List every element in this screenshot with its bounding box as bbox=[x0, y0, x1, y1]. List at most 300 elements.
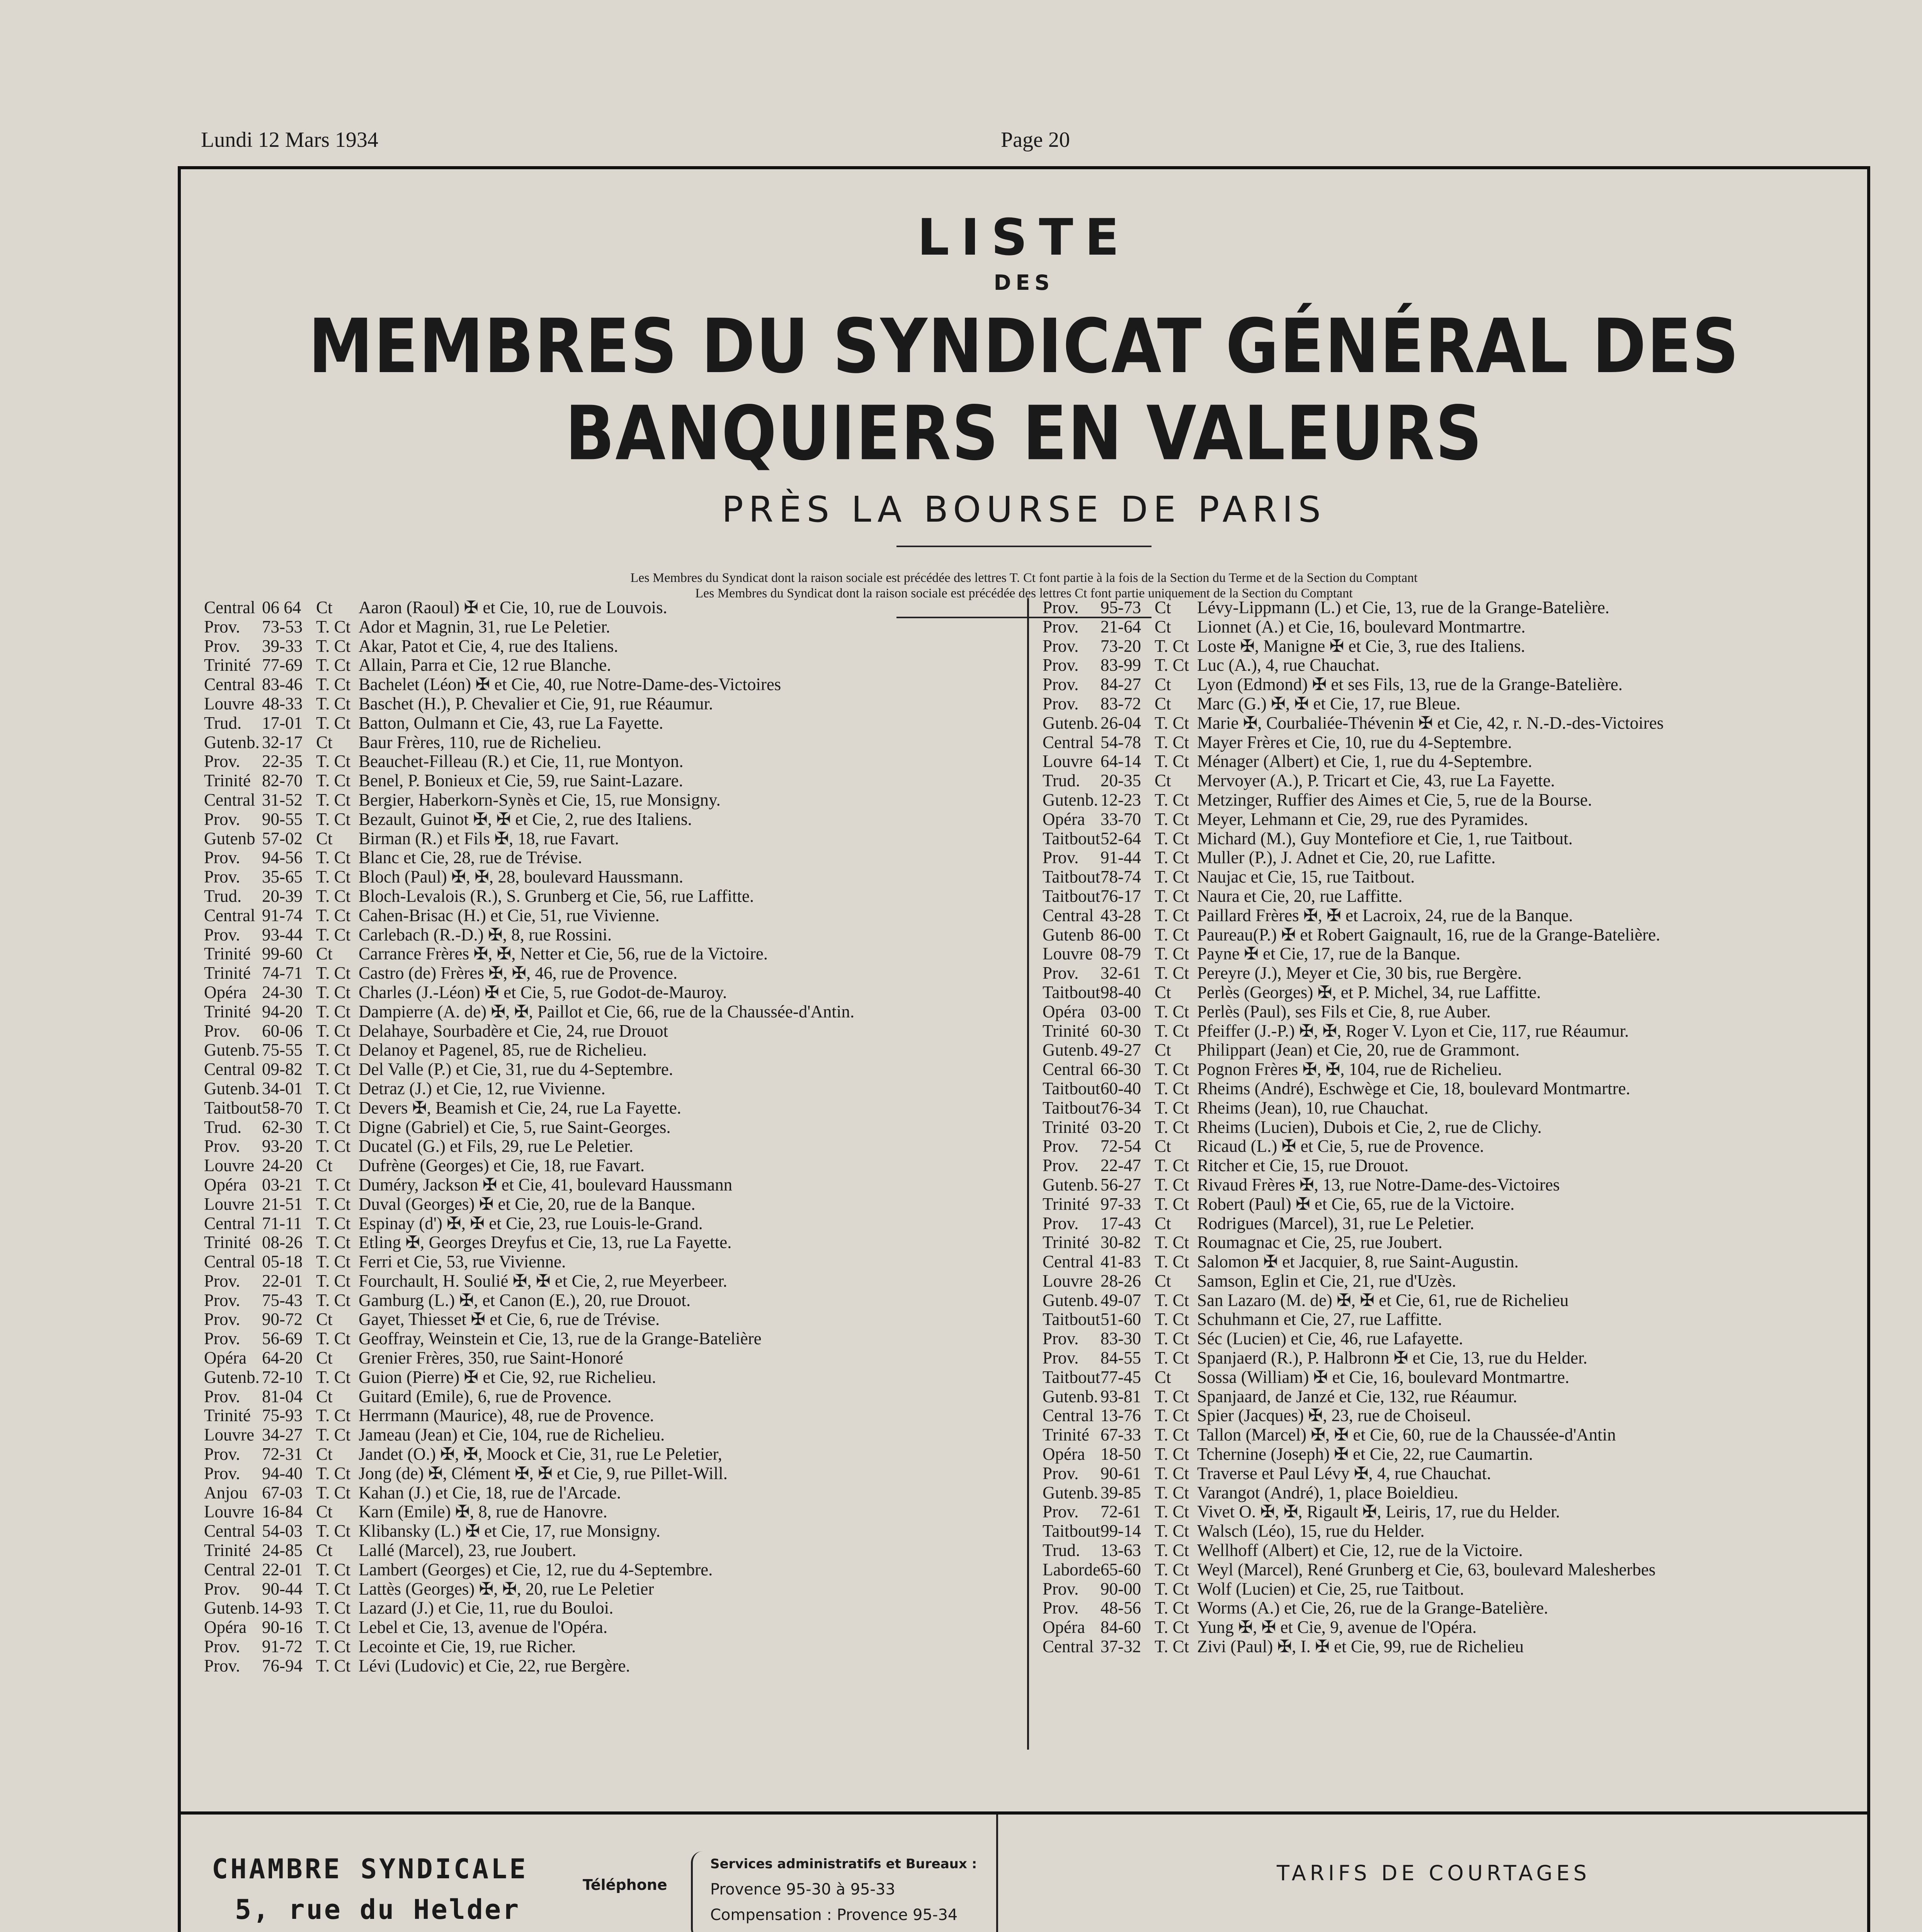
member-row bbox=[204, 829, 1012, 849]
phone-number: 84-60 bbox=[1100, 1618, 1141, 1637]
phone-number: 13-63 bbox=[1100, 1541, 1141, 1560]
exchange-name: Prov. bbox=[1043, 964, 1079, 983]
member-name: Vivet O. ✠, ✠, Rigault ✠, Leiris, 17, rue du Helder. bbox=[1197, 1502, 1560, 1522]
exchange-name: Trud. bbox=[1043, 771, 1080, 791]
member-name: Espinay (d') ✠, ✠ et Cie, 23, rue Louis-le-Grand. bbox=[359, 1214, 703, 1233]
section-code: T. Ct bbox=[1155, 1637, 1189, 1656]
member-name: Lévy-Lippmann (L.) et Cie, 13, rue de la Grange-Batelière. bbox=[1197, 598, 1610, 617]
phone-number: 78-74 bbox=[1100, 867, 1141, 887]
phone-number: 08-79 bbox=[1100, 944, 1141, 964]
phone-number: 76-94 bbox=[262, 1656, 303, 1675]
section-code: Ct bbox=[1155, 598, 1171, 617]
section-code: T. Ct bbox=[316, 1233, 351, 1252]
exchange-name: Prov. bbox=[204, 810, 240, 829]
phone-number: 34-27 bbox=[262, 1425, 303, 1445]
note-comptant: Les Membres du Syndicat dont la raison sociale est précédée des lettres Ct font partie uniquement de la Section du Comptant bbox=[695, 586, 1353, 600]
member-row bbox=[1043, 752, 1850, 771]
exchange-name: Prov. bbox=[204, 1637, 240, 1656]
member-name: Lallé (Marcel), 23, rue Joubert. bbox=[359, 1541, 577, 1560]
member-name: Aaron (Raoul) ✠ et Cie, 10, rue de Louvois. bbox=[359, 598, 667, 617]
phone-number: 13-76 bbox=[1100, 1406, 1141, 1425]
section-code: T. Ct bbox=[1155, 1387, 1189, 1406]
exchange-name: Trinité bbox=[1043, 1233, 1089, 1252]
member-name: Charles (J.-Léon) ✠ et Cie, 5, rue Godot-de-Mauroy. bbox=[359, 983, 727, 1002]
member-row bbox=[1043, 1252, 1850, 1272]
section-code: T. Ct bbox=[316, 1060, 351, 1079]
section-code: T. Ct bbox=[316, 1329, 351, 1349]
exchange-name: Central bbox=[204, 1214, 255, 1233]
member-name: Tallon (Marcel) ✠, ✠ et Cie, 60, rue de la Chaussée-d'Antin bbox=[1197, 1425, 1616, 1445]
phone-number: 43-28 bbox=[1100, 906, 1141, 925]
member-row bbox=[204, 1637, 1012, 1656]
tarifs-panel bbox=[1000, 1815, 1867, 1932]
section-code: Ct bbox=[316, 598, 333, 617]
exchange-name: Louvre bbox=[204, 1156, 254, 1175]
phone-number: 17-43 bbox=[1100, 1214, 1141, 1233]
member-row bbox=[1043, 1387, 1850, 1406]
section-code: T. Ct bbox=[1155, 1560, 1189, 1579]
member-name: Perlès (Paul), ses Fils et Cie, 8, rue Auber. bbox=[1197, 1002, 1491, 1021]
member-row bbox=[204, 1099, 1012, 1118]
member-row bbox=[204, 1214, 1012, 1233]
member-row bbox=[204, 694, 1012, 714]
member-row bbox=[1043, 1445, 1850, 1464]
section-code: T. Ct bbox=[316, 752, 351, 771]
member-name: Pognon Frères ✠, ✠, 104, rue de Richelieu. bbox=[1197, 1060, 1502, 1079]
section-code: T. Ct bbox=[1155, 1541, 1189, 1560]
section-code: T. Ct bbox=[1155, 1233, 1189, 1252]
member-row bbox=[1043, 848, 1850, 867]
phone-number: 51-60 bbox=[1100, 1310, 1141, 1329]
section-code: T. Ct bbox=[1155, 906, 1189, 925]
member-name: Ducatel (G.) et Fils, 29, rue Le Peletier. bbox=[359, 1137, 634, 1156]
member-name: Pfeiffer (J.-P.) ✠, ✠, Roger V. Lyon et Cie, 117, rue Réaumur. bbox=[1197, 1021, 1629, 1041]
exchange-name: Trinité bbox=[1043, 1425, 1089, 1445]
phone-number: 64-20 bbox=[262, 1349, 303, 1368]
exchange-name: Prov. bbox=[204, 1291, 240, 1310]
member-name: Devers ✠, Beamish et Cie, 24, rue La Fayette. bbox=[359, 1098, 681, 1117]
member-row bbox=[204, 810, 1012, 829]
phone-number: 83-99 bbox=[1100, 656, 1141, 675]
phone-number: 18-50 bbox=[1100, 1445, 1141, 1464]
phone-number: 48-33 bbox=[262, 694, 303, 713]
member-name: Digne (Gabriel) et Cie, 5, rue Saint-Georges. bbox=[359, 1117, 671, 1137]
member-row bbox=[204, 598, 1012, 617]
section-code: T. Ct bbox=[316, 1041, 351, 1060]
exchange-name: Gutenb. bbox=[1043, 1175, 1098, 1194]
exchange-name: Opéra bbox=[1043, 810, 1085, 829]
member-name: Robert (Paul) ✠ et Cie, 65, rue de la Victoire. bbox=[1197, 1194, 1515, 1214]
phone-number: 81-04 bbox=[262, 1387, 303, 1406]
exchange-name: Taitbout bbox=[1043, 867, 1100, 887]
exchange-name: Louvre bbox=[204, 1194, 254, 1214]
phone-number: 72-54 bbox=[1100, 1137, 1141, 1156]
exchange-name: Prov. bbox=[1043, 1137, 1079, 1156]
phone-number: 76-34 bbox=[1100, 1098, 1141, 1117]
exchange-name: Opéra bbox=[1043, 1445, 1085, 1464]
member-name: Allain, Parra et Cie, 12 rue Blanche. bbox=[359, 656, 611, 675]
member-row bbox=[1043, 983, 1850, 1002]
member-row bbox=[204, 675, 1012, 694]
phone-number: 22-01 bbox=[262, 1271, 303, 1291]
telephone-label: Téléphone bbox=[583, 1876, 667, 1893]
member-row bbox=[204, 1541, 1012, 1560]
section-code: T. Ct bbox=[1155, 636, 1189, 656]
section-code: T. Ct bbox=[1155, 1329, 1189, 1349]
section-code: T. Ct bbox=[1155, 1060, 1189, 1079]
member-name: Herrmann (Maurice), 48, rue de Provence. bbox=[359, 1406, 654, 1425]
member-row bbox=[1043, 1425, 1850, 1445]
phone-number: 60-30 bbox=[1100, 1021, 1141, 1041]
phone-number: 56-27 bbox=[1100, 1175, 1141, 1194]
section-code: T. Ct bbox=[1155, 1522, 1189, 1541]
exchange-name: Gutenb. bbox=[204, 1367, 260, 1387]
member-row bbox=[1043, 906, 1850, 925]
exchange-name: Prov. bbox=[1043, 1349, 1079, 1368]
title-block bbox=[181, 208, 1867, 618]
member-name: Baschet (H.), P. Chevalier et Cie, 91, rue Réaumur. bbox=[359, 694, 713, 713]
phone-number: 08-26 bbox=[262, 1233, 303, 1252]
section-code: Ct bbox=[316, 1387, 333, 1406]
member-row bbox=[1043, 1195, 1850, 1214]
exchange-name: Prov. bbox=[204, 1310, 240, 1329]
member-row bbox=[204, 1156, 1012, 1175]
member-row bbox=[204, 1580, 1012, 1599]
member-name: Dampierre (A. de) ✠, ✠, Paillot et Cie, 66, rue de la Chaussée-d'Antin. bbox=[359, 1002, 855, 1021]
member-row bbox=[1043, 1618, 1850, 1637]
member-row bbox=[1043, 1214, 1850, 1233]
phone-number: 28-26 bbox=[1100, 1271, 1141, 1291]
member-row bbox=[1043, 810, 1850, 829]
member-row bbox=[1043, 733, 1850, 752]
phone-number: 34-01 bbox=[262, 1079, 303, 1098]
exchange-name: Gutenb. bbox=[1043, 1483, 1098, 1502]
phone-number: 66-30 bbox=[1100, 1060, 1141, 1079]
phone-number: 72-31 bbox=[262, 1445, 303, 1464]
member-name: Bloch (Paul) ✠, ✠, 28, boulevard Haussmann. bbox=[359, 867, 684, 887]
phone-number: 39-85 bbox=[1100, 1483, 1141, 1502]
member-row bbox=[204, 714, 1012, 733]
member-name: Bachelet (Léon) ✠ et Cie, 40, rue Notre-Dame-des-Victoires bbox=[359, 675, 781, 694]
phone-number: 54-03 bbox=[262, 1522, 303, 1541]
subtitle: PRÈS LA BOURSE DE PARIS bbox=[722, 489, 1326, 530]
exchange-name: Trinité bbox=[1043, 1194, 1089, 1214]
member-name: Geoffray, Weinstein et Cie, 13, rue de la Grange-Batelière bbox=[359, 1329, 762, 1349]
exchange-name: Trinité bbox=[1043, 1021, 1089, 1041]
exchange-name: Central bbox=[204, 1522, 255, 1541]
exchange-name: Trud. bbox=[204, 886, 242, 906]
section-code: T. Ct bbox=[316, 790, 351, 810]
member-name: Naujac et Cie, 15, rue Taitbout. bbox=[1197, 867, 1415, 887]
section-code: T. Ct bbox=[1155, 656, 1189, 675]
exchange-name: Louvre bbox=[204, 694, 254, 713]
member-name: Blanc et Cie, 28, rue de Trévise. bbox=[359, 848, 582, 867]
exchange-name: Prov. bbox=[1043, 1464, 1079, 1483]
section-code: T. Ct bbox=[316, 1599, 351, 1618]
section-code: T. Ct bbox=[316, 1579, 351, 1599]
member-name: Lattès (Georges) ✠, ✠, 20, rue Le Peletier bbox=[359, 1579, 654, 1599]
phone-number: 67-33 bbox=[1100, 1425, 1141, 1445]
phone-number: 16-84 bbox=[262, 1502, 303, 1522]
phone-number: 90-72 bbox=[262, 1310, 303, 1329]
exchange-name: Central bbox=[204, 598, 255, 617]
member-name: Kahan (J.) et Cie, 18, rue de l'Arcade. bbox=[359, 1483, 621, 1502]
section-code: T. Ct bbox=[316, 810, 351, 829]
member-row bbox=[1043, 1349, 1850, 1368]
phone-number: 75-55 bbox=[262, 1041, 303, 1060]
exchange-name: Central bbox=[1043, 906, 1094, 925]
section-code: T. Ct bbox=[1155, 1156, 1189, 1175]
member-name: Sossa (William) ✠ et Cie, 16, boulevard Montmartre. bbox=[1197, 1367, 1570, 1387]
phone-number: 41-83 bbox=[1100, 1252, 1141, 1272]
phone-number: 32-61 bbox=[1100, 964, 1141, 983]
phone-number: 52-64 bbox=[1100, 829, 1141, 848]
section-code: T. Ct bbox=[1155, 886, 1189, 906]
phone-number: 71-11 bbox=[262, 1214, 302, 1233]
member-name: Spanjaerd (R.), P. Halbronn ✠ et Cie, 13, rue du Helder. bbox=[1197, 1349, 1587, 1368]
section-code: T. Ct bbox=[316, 1367, 351, 1387]
exchange-name: Gutenb. bbox=[1043, 1291, 1098, 1310]
exchange-name: Prov. bbox=[1043, 617, 1079, 636]
exchange-name: Trud. bbox=[204, 713, 242, 733]
section-code: T. Ct bbox=[1155, 1098, 1189, 1117]
content-frame bbox=[178, 166, 1870, 1932]
member-name: Paureau(P.) ✠ et Robert Gaignault, 16, rue de la Grange-Batelière. bbox=[1197, 925, 1660, 944]
bottom-section bbox=[181, 1815, 1867, 1932]
member-name: Etling ✠, Georges Dreyfus et Cie, 13, rue La Fayette. bbox=[359, 1233, 732, 1252]
member-name: Birman (R.) et Fils ✠, 18, rue Favart. bbox=[359, 829, 619, 848]
phone-number: 58-70 bbox=[262, 1098, 303, 1117]
member-row bbox=[204, 944, 1012, 964]
phone-number: 37-32 bbox=[1100, 1637, 1141, 1656]
member-row bbox=[1043, 637, 1850, 656]
section-code: Ct bbox=[316, 1156, 333, 1175]
member-name: Dufrène (Georges) et Cie, 18, rue Favart. bbox=[359, 1156, 645, 1175]
member-row bbox=[1043, 1022, 1850, 1041]
member-name: Wellhoff (Albert) et Cie, 12, rue de la Victoire. bbox=[1197, 1541, 1523, 1560]
member-name: Luc (A.), 4, rue Chauchat. bbox=[1197, 656, 1380, 675]
member-name: Metzinger, Ruffier des Aimes et Cie, 5, rue de la Bourse. bbox=[1197, 790, 1592, 810]
member-name: Naura et Cie, 20, rue Laffitte. bbox=[1197, 886, 1403, 906]
member-row bbox=[204, 1502, 1012, 1522]
member-name: Cahen-Brisac (H.) et Cie, 51, rue Vivienne. bbox=[359, 906, 660, 925]
section-code: T. Ct bbox=[1155, 829, 1189, 848]
member-name: Loste ✠, Manigne ✠ et Cie, 3, rue des Italiens. bbox=[1197, 636, 1525, 656]
member-row bbox=[204, 617, 1012, 637]
section-code: T. Ct bbox=[316, 713, 351, 733]
phone-number: 73-53 bbox=[262, 617, 303, 636]
member-row bbox=[204, 1291, 1012, 1310]
member-name: Roumagnac et Cie, 25, rue Joubert. bbox=[1197, 1233, 1442, 1252]
section-code: T. Ct bbox=[1155, 1252, 1189, 1272]
member-row bbox=[1043, 617, 1850, 637]
phone-number: 99-60 bbox=[262, 944, 303, 964]
phone-number: 84-27 bbox=[1100, 675, 1141, 694]
member-name: Jandet (O.) ✠, ✠, Moock et Cie, 31, rue Le Peletier, bbox=[359, 1445, 722, 1464]
member-name: Paillard Frères ✠, ✠ et Lacroix, 24, rue de la Banque. bbox=[1197, 906, 1573, 925]
member-name: Karn (Emile) ✠, 8, rue de Hanovre. bbox=[359, 1502, 607, 1522]
member-name: Varangot (André), 1, place Boieldieu. bbox=[1197, 1483, 1459, 1502]
exchange-name: Opéra bbox=[1043, 1002, 1085, 1021]
exchange-name: Taitbout bbox=[1043, 1098, 1100, 1117]
section-code: Ct bbox=[1155, 983, 1171, 1002]
phone-number: 99-14 bbox=[1100, 1522, 1141, 1541]
exchange-name: Prov. bbox=[204, 1329, 240, 1349]
phone-number: 86-00 bbox=[1100, 925, 1141, 944]
phone-number: 93-44 bbox=[262, 925, 303, 944]
member-name: Traverse et Paul Lévy ✠, 4, rue Chauchat. bbox=[1197, 1464, 1491, 1483]
exchange-name: Central bbox=[204, 1060, 255, 1079]
section-code: T. Ct bbox=[316, 1406, 351, 1425]
exchange-name: Anjou bbox=[204, 1483, 248, 1502]
section-code: T. Ct bbox=[316, 656, 351, 675]
member-name: Schuhmann et Cie, 27, rue Laffitte. bbox=[1197, 1310, 1442, 1329]
section-code: T. Ct bbox=[1155, 713, 1189, 733]
member-name: Séc (Lucien) et Cie, 46, rue Lafayette. bbox=[1197, 1329, 1463, 1349]
exchange-name: Central bbox=[204, 906, 255, 925]
member-name: Detraz (J.) et Cie, 12, rue Vivienne. bbox=[359, 1079, 606, 1098]
member-row bbox=[204, 1387, 1012, 1406]
member-row bbox=[1043, 656, 1850, 675]
member-name: Bergier, Haberkorn-Synès et Cie, 15, rue Monsigny. bbox=[359, 790, 721, 810]
member-name: Weyl (Marcel), René Grunberg et Cie, 63, boulevard Malesherbes bbox=[1197, 1560, 1656, 1579]
exchange-name: Gutenb. bbox=[204, 1079, 260, 1098]
member-name: Gamburg (L.) ✠, et Canon (E.), 20, rue Drouot. bbox=[359, 1291, 691, 1310]
member-row bbox=[1043, 1137, 1850, 1156]
exchange-name: Opéra bbox=[204, 1618, 247, 1637]
member-name: Samson, Eglin et Cie, 21, rue d'Uzès. bbox=[1197, 1271, 1456, 1291]
running-header bbox=[201, 128, 1845, 158]
section-code: T. Ct bbox=[316, 1425, 351, 1445]
member-row bbox=[1043, 1099, 1850, 1118]
phone-number: 20-35 bbox=[1100, 771, 1141, 791]
member-name: Pereyre (J.), Meyer et Cie, 30 bis, rue Bergère. bbox=[1197, 964, 1522, 983]
member-row bbox=[204, 1079, 1012, 1099]
section-code: T. Ct bbox=[1155, 964, 1189, 983]
exchange-name: Prov. bbox=[1043, 1599, 1079, 1618]
section-code: Ct bbox=[1155, 1271, 1171, 1291]
section-code: T. Ct bbox=[316, 617, 351, 636]
exchange-name: Gutenb. bbox=[1043, 790, 1098, 810]
title-rule bbox=[896, 546, 1151, 547]
section-code: T. Ct bbox=[1155, 1175, 1189, 1194]
phone-number: 03-20 bbox=[1100, 1117, 1141, 1137]
phone-number: 94-40 bbox=[262, 1464, 303, 1483]
phone-number: 21-64 bbox=[1100, 617, 1141, 636]
member-row bbox=[204, 1137, 1012, 1156]
member-row bbox=[1043, 1502, 1850, 1522]
member-row bbox=[1043, 1079, 1850, 1099]
section-code: T. Ct bbox=[316, 1079, 351, 1098]
member-row bbox=[204, 1175, 1012, 1195]
exchange-name: Prov. bbox=[204, 1656, 240, 1675]
phone-number: 30-82 bbox=[1100, 1233, 1141, 1252]
exchange-name: Gutenb. bbox=[1043, 1387, 1098, 1406]
phone-number: 90-00 bbox=[1100, 1579, 1141, 1599]
member-name: Klibansky (L.) ✠ et Cie, 17, rue Monsigny. bbox=[359, 1522, 660, 1541]
member-row bbox=[204, 1406, 1012, 1425]
exchange-name: Taitbout bbox=[204, 1098, 262, 1117]
member-row bbox=[204, 1368, 1012, 1387]
section-code: T. Ct bbox=[1155, 1291, 1189, 1310]
title-notes bbox=[181, 570, 1867, 601]
member-name: Lévi (Ludovic) et Cie, 22, rue Bergère. bbox=[359, 1656, 630, 1675]
phone-number: 39-33 bbox=[262, 636, 303, 656]
exchange-name: Central bbox=[1043, 1060, 1094, 1079]
exchange-name: Trinité bbox=[204, 1406, 251, 1425]
section-code: T. Ct bbox=[316, 1214, 351, 1233]
member-name: San Lazaro (M. de) ✠, ✠ et Cie, 61, rue de Richelieu bbox=[1197, 1291, 1569, 1310]
phone-number: 97-33 bbox=[1100, 1194, 1141, 1214]
member-name: Muller (P.), J. Adnet et Cie, 20, rue Lafitte. bbox=[1197, 848, 1496, 867]
exchange-name: Taitbout bbox=[1043, 983, 1100, 1002]
section-code: T. Ct bbox=[1155, 867, 1189, 887]
section-code: T. Ct bbox=[316, 848, 351, 867]
exchange-name: Prov. bbox=[204, 867, 240, 887]
section-code: T. Ct bbox=[316, 886, 351, 906]
member-name: Guitard (Emile), 6, rue de Provence. bbox=[359, 1387, 612, 1406]
member-name: Rheims (Jean), 10, rue Chauchat. bbox=[1197, 1098, 1429, 1117]
phone-number: 26-04 bbox=[1100, 713, 1141, 733]
member-name: Ferri et Cie, 53, rue Vivienne. bbox=[359, 1252, 566, 1272]
phone-number: 91-72 bbox=[262, 1637, 303, 1656]
member-name: Zivi (Paul) ✠, I. ✠ et Cie, 99, rue de Richelieu bbox=[1197, 1637, 1524, 1656]
exchange-name: Prov. bbox=[204, 1579, 240, 1599]
phone-number: 49-27 bbox=[1100, 1041, 1141, 1060]
member-name: Benel, P. Bonieux et Cie, 59, rue Saint-Lazare. bbox=[359, 771, 683, 791]
member-row bbox=[1043, 1560, 1850, 1580]
phone-number: 82-70 bbox=[262, 771, 303, 791]
phone-number: 77-45 bbox=[1100, 1367, 1141, 1387]
section-code: T. Ct bbox=[316, 1522, 351, 1541]
exchange-name: Prov. bbox=[1043, 1502, 1079, 1522]
member-row bbox=[204, 1118, 1012, 1137]
phone-number: 22-35 bbox=[262, 752, 303, 771]
tel-services: Services administratifs et Bureaux : bbox=[710, 1856, 977, 1872]
section-code: T. Ct bbox=[1155, 925, 1189, 944]
member-name: Perlès (Georges) ✠, et P. Michel, 34, rue Laffitte. bbox=[1197, 983, 1541, 1002]
exchange-name: Trinité bbox=[204, 1541, 251, 1560]
member-name: Mayer Frères et Cie, 10, rue du 4-Septembre. bbox=[1197, 733, 1512, 752]
member-row bbox=[1043, 1368, 1850, 1387]
member-name: Jong (de) ✠, Clément ✠, ✠ et Cie, 9, rue Pillet-Will. bbox=[359, 1464, 728, 1483]
member-row bbox=[204, 1445, 1012, 1464]
exchange-name: Prov. bbox=[1043, 1156, 1079, 1175]
section-code: T. Ct bbox=[316, 964, 351, 983]
exchange-name: Central bbox=[1043, 733, 1094, 752]
member-row bbox=[204, 1022, 1012, 1041]
member-row bbox=[204, 1252, 1012, 1272]
exchange-name: Taitbout bbox=[1043, 1079, 1100, 1098]
section-code: T. Ct bbox=[1155, 1194, 1189, 1214]
phone-number: 67-03 bbox=[262, 1483, 303, 1502]
member-name: Yung ✠, ✠ et Cie, 9, avenue de l'Opéra. bbox=[1197, 1618, 1477, 1637]
member-name: Carrance Frères ✠, ✠, Netter et Cie, 56, rue de la Victoire. bbox=[359, 944, 768, 964]
section-code: T. Ct bbox=[316, 983, 351, 1002]
member-row bbox=[1043, 694, 1850, 714]
exchange-name: Central bbox=[1043, 1637, 1094, 1656]
member-row bbox=[1043, 1580, 1850, 1599]
phone-number: 31-52 bbox=[262, 790, 303, 810]
member-name: Rheims (André), Eschwège et Cie, 18, boulevard Montmartre. bbox=[1197, 1079, 1630, 1098]
phone-number: 75-43 bbox=[262, 1291, 303, 1310]
section-code: T. Ct bbox=[1155, 1579, 1189, 1599]
member-name: Akar, Patot et Cie, 4, rue des Italiens. bbox=[359, 636, 618, 656]
member-name: Lambert (Georges) et Cie, 12, rue du 4-Septembre. bbox=[359, 1560, 713, 1579]
phone-number: 90-55 bbox=[262, 810, 303, 829]
member-name: Rodrigues (Marcel), 31, rue Le Peletier. bbox=[1197, 1214, 1475, 1233]
member-name: Delanoy et Pagenel, 85, rue de Richelieu. bbox=[359, 1041, 647, 1060]
